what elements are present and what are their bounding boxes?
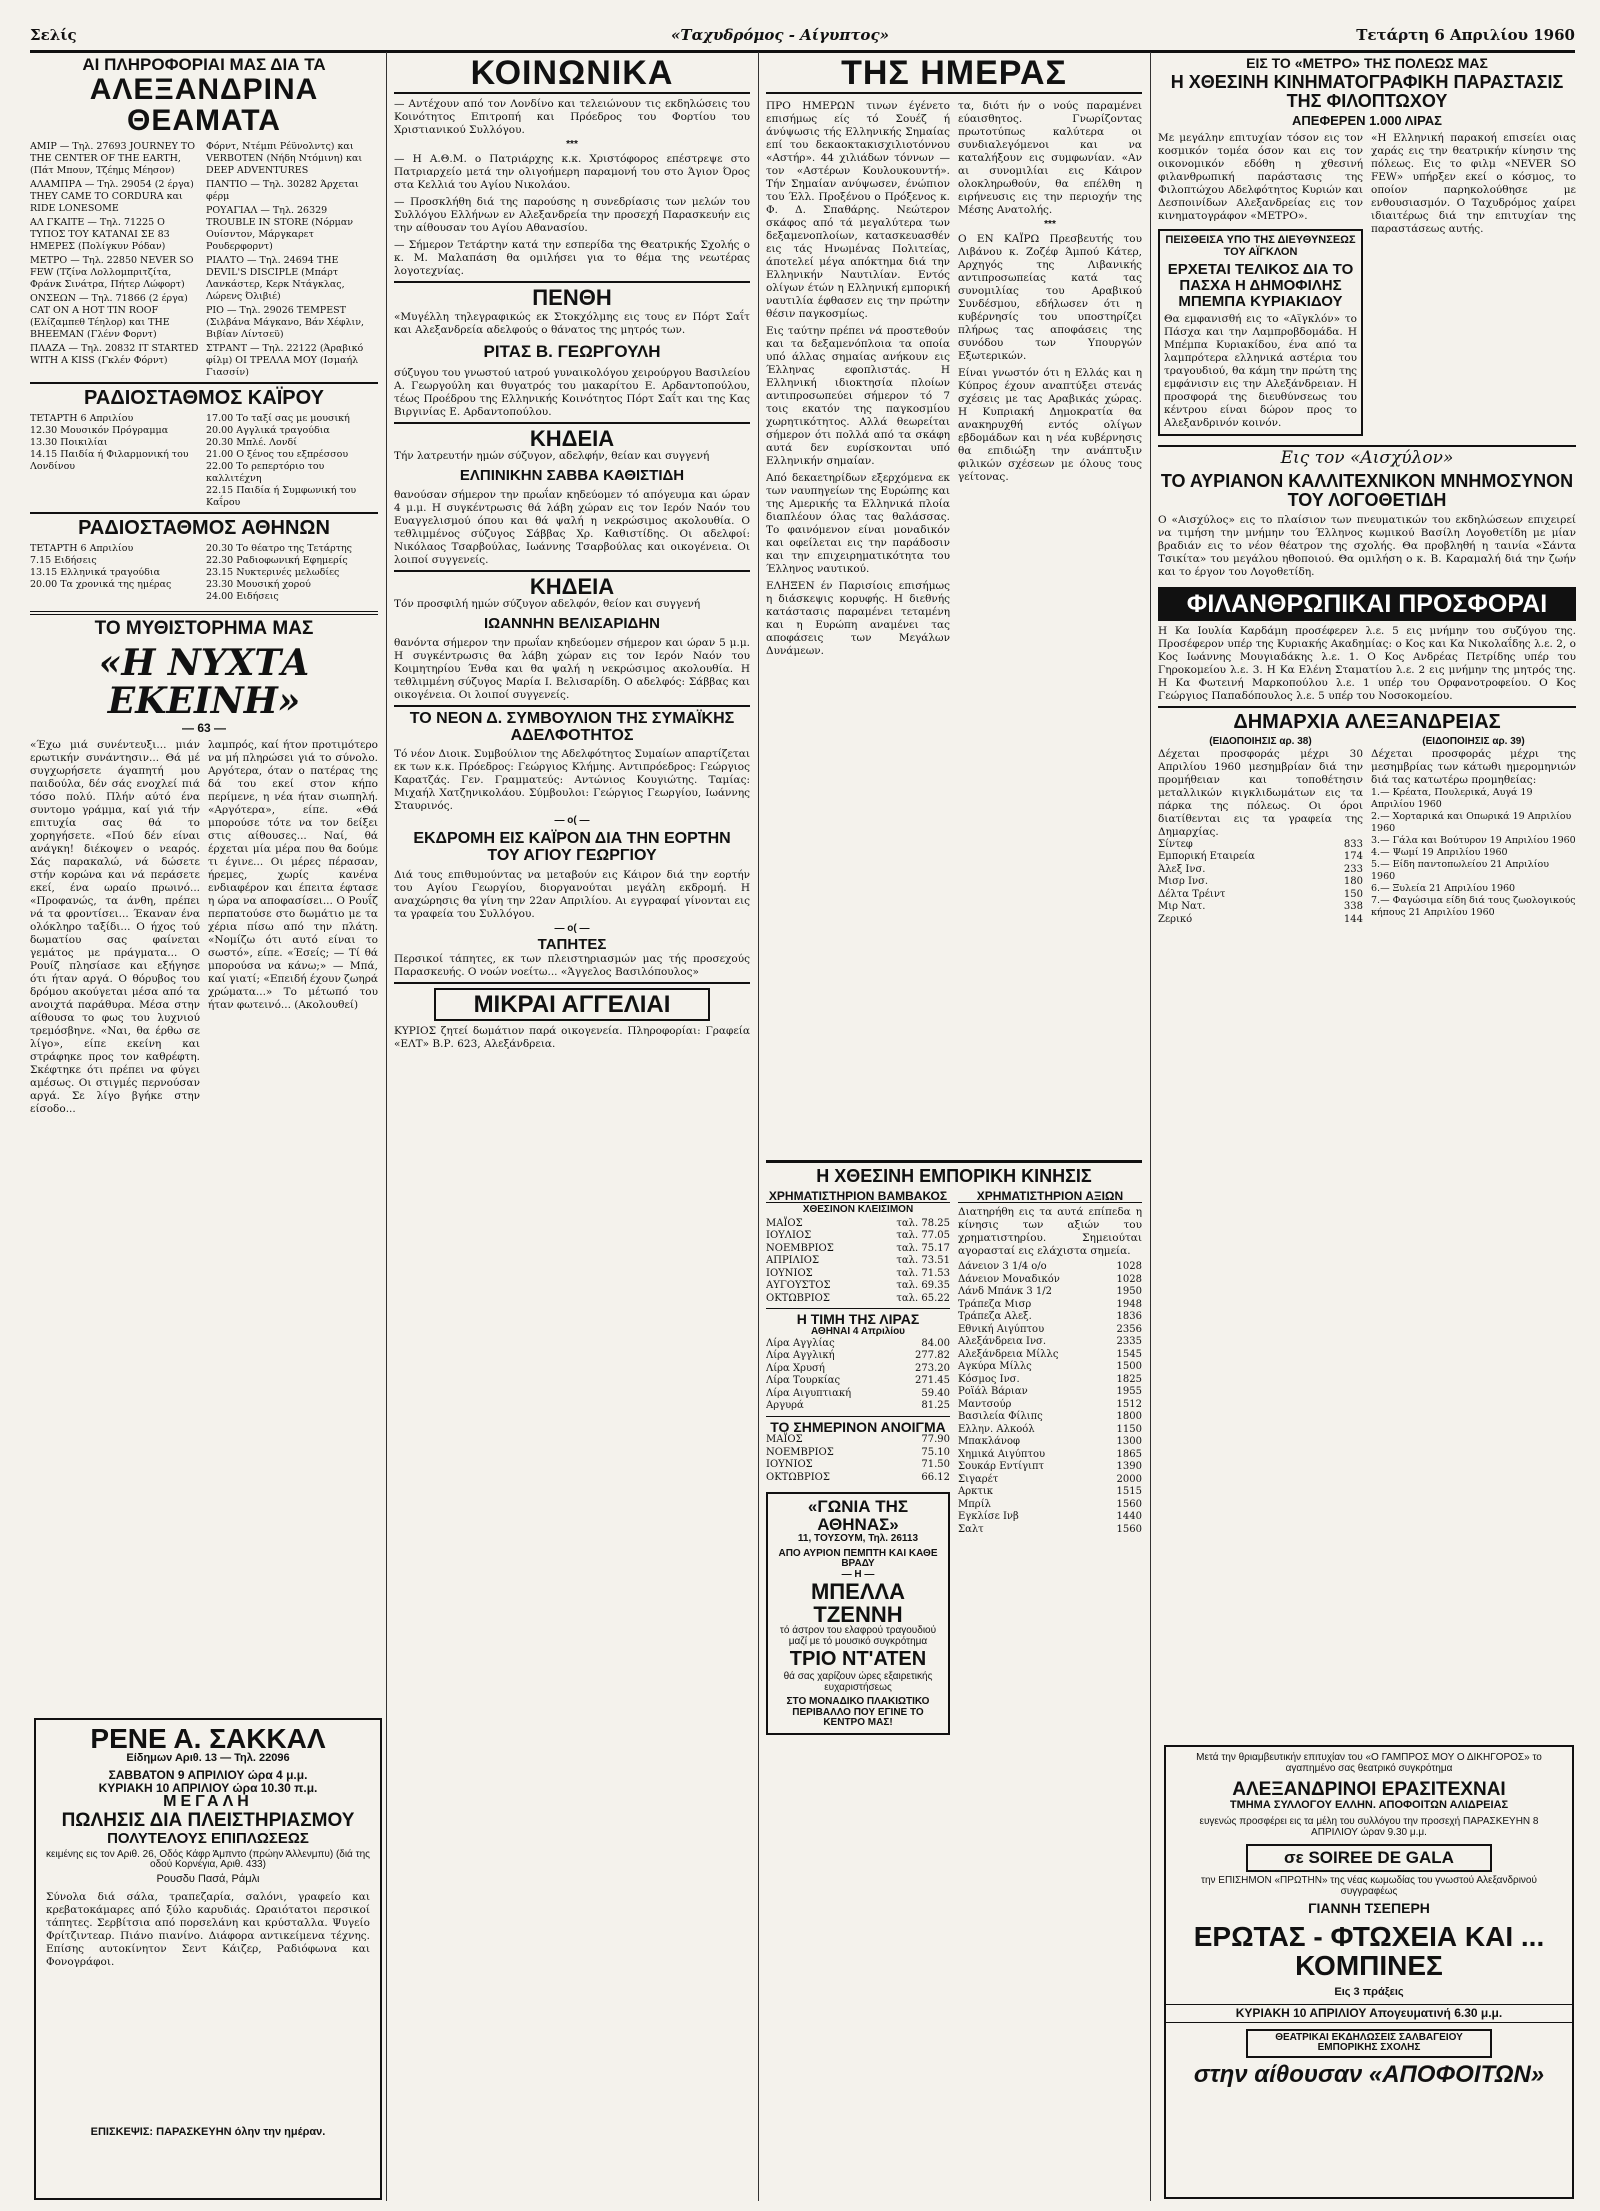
small-ads-title: ΜΙΚΡΑΙ ΑΓΓΕΛΙΑΙ xyxy=(434,988,710,1021)
opening-table xyxy=(766,1434,950,1484)
corner-title: «ΓΩΝΙΑ ΤΗΣ ΑΘΗΝΑΣ» xyxy=(807,1497,909,1535)
cinema-listing: ΡΙΟ — Τηλ. 29026 TEMPEST (Σιλβάνα Μάγκανο, Βάν Χέφλιν, Βιβίαν Λίντσεϋ) xyxy=(206,304,365,340)
row-value: 1515 xyxy=(1116,1486,1142,1498)
table-row xyxy=(766,1280,950,1293)
carpets-title: ΤΑΠΗΤΕΣ xyxy=(537,936,607,953)
row-value: 1865 xyxy=(1116,1448,1142,1460)
council-text: Τό νέον Διοικ. Συμβούλιον της Αδελφότητος Συμαίων απαρτίζεται εκ των κ.κ. Πρόεδρος: Γεώργιος Κλήμης. Αντιπρόεδρος: Γεώργιος Καρατζάς. Γεν. Γραμματεύς: Αντώνιος Κουγιώτης. Ταμίας: Μιχαήλ Χατζηνικολάου. Σύμβουλοι: Γεώργιος Γεωργίου, Ιωάννης Σταυρινός. xyxy=(394,748,750,813)
novel-title: «Η ΝΥΧΤΑ ΕΚΕΙΝΗ» xyxy=(98,641,310,722)
auction-ad xyxy=(34,1718,382,2200)
theatres-kicker: ΑΙ ΠΛΗΡΟΦΟΡΙΑΙ ΜΑΣ ΔΙΑ ΤΑ xyxy=(82,56,326,74)
auction-line: ΣΑΒΒΑΤΟΝ 9 ΑΠΡΙΛΙΟΥ ώρα 4 μ.μ. xyxy=(108,1767,308,1782)
page-label: Σελίς xyxy=(30,26,77,44)
day-text: Ο ΕΝ ΚΑΪΡΩ Πρεσβευτής του Λιβάνου κ. Ζοζέφ Άμπού Κάτερ, Αρχηγός της Λιβανικής αντιπροσωπείας κατά τας συνομιλίας του Αραβικού Συνδέσμου, εδήλωσεν ότι η κυβέρνησίς του υποστηρίζει πλήρως τας αποφάσεις της συνόδου των Υπουργών Εξωτερικών. xyxy=(958,233,1142,363)
cinema-listing: ΜΕΤΡΟ — Τηλ. 22850 NEVER SO FEW (Τζίνα Λολλομπριτζίτα, Φράνκ Σινάτρα, Πήτερ Λώφορτ) xyxy=(30,254,194,290)
theatre-play: ΕΡΩΤΑΣ - ΦΤΩΧΕΙΑ ΚΑΙ ... ΚΟΜΠΙΝΕΣ xyxy=(1193,1921,1545,1982)
row-label: Λίρα Αγγλίας xyxy=(766,1337,835,1349)
notice-table xyxy=(1158,839,1363,927)
opening-title: ΤΟ ΣΗΜΕΡΙΝΟΝ ΑΝΟΙΓΜΑ xyxy=(770,1418,946,1435)
schedule-line: ΤΕΤΑΡΤΗ 6 Απριλίου xyxy=(30,412,134,424)
notice-item: 4.— Ψωμί 19 Απριλίου 1960 xyxy=(1371,846,1508,858)
table-row xyxy=(958,1374,1142,1387)
schedule-line: 22.15 Παιδία ή Συμφωνική του Καΐρου xyxy=(206,484,357,508)
row-label: Βασιλεία Φίλιπς xyxy=(958,1411,1043,1423)
theatres-title: ΑΛΕΞΑΝΔΡΙΝΑ ΘΕΑΜΑΤΑ xyxy=(89,72,319,138)
radio-cairo-title: ΡΑΔΙΟΣΤΑΘΜΟΣ ΚΑΪΡΟΥ xyxy=(84,386,324,409)
row-value: 1836 xyxy=(1116,1311,1142,1323)
table-row xyxy=(1158,889,1363,902)
row-label: Μιρ Νατ. xyxy=(1158,901,1206,913)
row-label: Δάνειον 3 1/4 ο/ο xyxy=(958,1261,1047,1273)
row-label: Εθνική Αιγύπτου xyxy=(958,1323,1045,1335)
row-value: 1028 xyxy=(1116,1261,1142,1273)
row-label: Λίρα Αιγυπτιακή xyxy=(766,1387,852,1399)
corner-address: 11, ΤΟΥΣΟΥΜ, Τηλ. 26113 xyxy=(797,1533,919,1545)
row-label: ΑΥΓΟΥΣΤΟΣ xyxy=(766,1280,831,1292)
corner-singer: ΜΠΕΛΛΑ ΤΖΕΝΝΗ xyxy=(810,1579,906,1628)
row-label: Ζερικό xyxy=(1158,913,1193,925)
metro-subtitle: ΑΠΕΦΕΡΕΝ 1.000 ΛΙΡΑΣ xyxy=(1292,113,1442,129)
novel-text: «Έχω μιά συνέντευξι... μιάν ερωτικήν συνάντησιν... Θά μέ συγχωρήσετε άγαπητή μου παιδούλα, δέν σάς ενοχλεί πιά τόσο πολύ. Πλήν αύτό ένα συντομο γράμμα, καί γιά τήν επιτυχία σας θά το χορηγήσετε. «Πού δέν είναι ανάγκη! διέκοψεν ο νεαρός. Σάς παρακαλώ, νά δώσετε στήν κορώνα και νά περάσετε εκεί, ένα ωραίο πρωινό... «Προφανώς, τα άνθη, πρέπει νά τα φροντίσει... Έκαναν ένα ολόκληρο ταξίδι... Ο ήχος τού δωματίου σας φαίνεται γεμάτος με πράγματα... Ο Ρουίζ πλησίασε και εξήγησε ότι ήταν αργά. Ο θόρυβος του δρόμου ακούγεται μέσα από τα ανοιχτά παράθυρα. Μέσα στην αίθουσα το φως του λυχνιού τρεμόσβηνε. «Ναι, θα έρθω σε λίγο», είπε εκείνη και στράφηκε προς τον καθρέφτη. Σκέφτηκε ότι πρέπει να φύγει αμέσως. Οι στιγμές περνούσαν αργά. Σε λίγο βγήκε στην είσοδο... xyxy=(30,738,200,1115)
table-row xyxy=(958,1486,1142,1499)
row-label: Λίρα Χρυσή xyxy=(766,1362,825,1374)
auction-line: Είδημων Αριθ. 13 — Τηλ. 22096 xyxy=(126,1752,290,1765)
row-value: 1955 xyxy=(1116,1386,1142,1398)
table-row xyxy=(958,1324,1142,1337)
notice-text: Δέχεται προσφοράς μέχρι 30 Απριλίου 1960 μεσημβρίαν διά την προμήθειαν και τοποθέτησιν μεταλλικών κιγκλιδωμάτων εις τα πάρκα της πόλεως. Οι όροι διατίθενται εις τα γραφεία της Δημαρχίας. xyxy=(1158,747,1363,838)
row-value: 1560 xyxy=(1116,1498,1142,1510)
row-label: Αρκτικ xyxy=(958,1486,994,1498)
row-value: 2335 xyxy=(1116,1336,1142,1348)
row-label: ΜΑΪΟΣ xyxy=(766,1217,803,1229)
cinema-listing: ΑΜΙΡ — Τηλ. 27693 JOURNEY TO THE CENTER OF THE EARTH, (Πάτ Μπουν, Τζέημς Μέησον) xyxy=(30,140,196,176)
row-label: ΜΑΪΟΣ xyxy=(766,1434,803,1446)
funeral-text: Τόν προσφιλή ημών σύζυγον αδελφόν, θείον και συγγενή xyxy=(394,598,701,611)
table-row xyxy=(958,1349,1142,1362)
row-value: 1150 xyxy=(1116,1423,1142,1435)
table-row xyxy=(766,1388,950,1401)
table-row xyxy=(958,1461,1142,1474)
row-value: 180 xyxy=(1343,876,1363,888)
table-row xyxy=(958,1336,1142,1349)
row-label: Άλεξ Ινσ. xyxy=(1158,863,1206,875)
table-row xyxy=(766,1218,950,1231)
row-value: 150 xyxy=(1343,888,1363,900)
row-value: 84.00 xyxy=(921,1337,950,1349)
schedule-line: 20.00 Τα χρονικά της ημέρας xyxy=(30,578,172,590)
row-label: Μισρ Ινσ. xyxy=(1158,876,1209,888)
row-label: ΝΟΕΜΒΡΙΟΣ xyxy=(766,1242,834,1254)
row-label: Τράπεζα Αλεξ. xyxy=(958,1311,1032,1323)
theatre-soiree: σε SOIREE DE GALA xyxy=(1246,1844,1492,1872)
cotton-table xyxy=(766,1218,950,1306)
schedule-line: 22.30 Ραδιοφωνική Εφημερίς xyxy=(206,554,348,566)
row-value: ταλ. 73.51 xyxy=(896,1255,950,1267)
small-ads-text: ΚΥΡΙΟΣ ζητεί δωμάτιον παρά οικογενεία. Πληροφορίαι: Γραφεία «ΕΛΤ» Β.Ρ. 623, Αλεξάνδρεια. xyxy=(394,1024,750,1050)
theatre-acts: Εις 3 πράξεις xyxy=(1334,1985,1404,1998)
row-value: 1948 xyxy=(1116,1298,1142,1310)
row-value: ταλ. 78.25 xyxy=(896,1217,950,1229)
auction-text: Σύνολα διά σάλα, τραπεζαρία, σαλόνι, γραφείο και κρεβατοκάμαρες από ξύλο καρυδιάς. Ωραιότατοι περσικοί τάπητες. Σερβίτσια από πορσελάνη και κρύσταλλα. Ψυγείο Φρίτζιντεαρ. Πιάνο πιανίνο. Διάφορα αντικείμενα τέχνης. Επίσης αυτοκίνητον Σεντ Κάιζερ, Ραδιόφωνα και Φονογράφοι. xyxy=(46,1891,370,1969)
pound-title: Η ΤΙΜΗ ΤΗΣ ΛΙΡΑΣ xyxy=(796,1311,920,1328)
schedule-line: 17.00 Το ταξί σας με μουσική xyxy=(206,412,350,424)
row-value: ταλ. 77.05 xyxy=(896,1230,950,1242)
radio-athens-schedule xyxy=(30,543,378,603)
commerce-section xyxy=(766,1160,1142,2203)
table-row xyxy=(1158,876,1363,889)
schedule-line: 21.00 Ο ξένος του εξπρέσσου xyxy=(206,448,349,460)
aiglon-kicker: ΠΕΙΣΘΕΙΣΑ ΥΠΟ ΤΗΣ ΔΙΕΥΘΥΝΣΕΩΣ ΤΟΥ ΑΪΓΚΛΟΝ xyxy=(1165,234,1356,258)
pound-table xyxy=(766,1338,950,1413)
row-label: Σουκάρ Εντίγιπτ xyxy=(958,1461,1045,1473)
metro-kicker: ΕΙΣ ΤΟ «ΜΕΤΡΟ» ΤΗΣ ΠΟΛΕΩΣ ΜΑΣ xyxy=(1246,56,1488,71)
row-label: Ελλην. Αλκοόλ xyxy=(958,1423,1035,1435)
row-value: 2000 xyxy=(1116,1473,1142,1485)
row-label: Αργυρά xyxy=(766,1400,804,1412)
row-label: Σιγαρέτ xyxy=(958,1473,999,1485)
stocks-intro: Διατηρήθη εις τα αυτά επίπεδα η κίνησις των αξιών του χρηματιστηρίου. Σημειούται αγορασταί εις ελάχιστα σημεία. xyxy=(958,1206,1142,1258)
row-value: 71.50 xyxy=(921,1459,950,1471)
novel-text-continued: λαμπρός, καί ήτον προτιμότερο να μή πληρώσει γιά το σύνολο. Αργότερα, όταν ο πατέρας της δά του εκεί στον κήπο περίμενε, η νέα ήταν σιωπηλή. «Αργότερα», είπε. «Θά μπορούσε τότε να τον δείξει στις αίθουσες... Ναί, θά έρχεται μία μέρα που θα δούμε τι έγινε... Οι μέρες πέρασαν, ήρεμες, χωρίς κανένα ενδιαφέρον και έπειτα έφτασε η ώρα να αποφασίσει... Ο Ρουΐζ περπατούσε στο δωμάτιο με τα χέρια πίσω από την πλάτη. «Νομίζω ότι αυτό είναι το σωστό», είπε. «Έσείς; — Τί θά μπορούσα να κάνω;» — Μπά, καί γιατί; «Επειδή έχουν ζωηρά χρώματα...» Το μέτωπό του ήταν φωτεινό... (Ακολουθεί) xyxy=(208,738,378,1011)
notice-item: 5.— Είδη παντοπωλείου 21 Απριλίου 1960 xyxy=(1371,858,1550,882)
row-label: ΑΠΡΙΛΙΟΣ xyxy=(766,1255,820,1267)
aeschylus-text: Ο «Αισχύλος» εις το πλαίσιον των πνευματικών του εκδηλώσεων επιχειρεί να τιμήση την μνήμην του Έλληνος κωμικού Βασίλη Λογοθετίδη με μίαν βραδιάν εις το νέον θέατρον της σχολής. Θα προβληθή η ταινία «Σάντα Τσικίτα» του μεγάλου ηθοποιού. Θα ομιλήση ο κ. Β. Καραμαλή διά την ζωήν και το έργον του Λογοθετίδη. xyxy=(1158,514,1576,579)
charity-text: Η Κα Ιουλία Καρδάμη προσέφερεν λ.ε. 5 εις μνήμην του συζύγου της. Προσέφερον υπέρ της Κυριακής Ακαδημίας: ο Κος και Κα Νικολαΐδης λ.ε. 2, ο Κος Ιωάννης Μουγιαδάκης λ.ε. 1. Ο Κος Ανδρέας Πετρίδης υπέρ του Γηροκομείου λ.ε. 3. Η Κα Ελένη Σταματίου λ.ε. 2 εις μνήμην της μητρός της. Η Κα Φωτεινή Μαρκοπούλου λ.ε. 1 υπέρ του Ορφανοτροφείου. Ο Κος Γεώργιος Παπαδόπουλος λ.ε. 5 υπέρ του Νοσοκομείου. xyxy=(1158,625,1576,703)
row-value: 81.25 xyxy=(921,1400,950,1412)
row-value: 1440 xyxy=(1116,1511,1142,1523)
stocks-title: ΧΡΗΜΑΤΙΣΤΗΡΙΟΝ ΑΞΙΩΝ xyxy=(958,1190,1142,1204)
row-label: Μπακλάνοφ xyxy=(958,1436,1021,1448)
row-label: Λίρα Τουρκίας xyxy=(766,1375,841,1387)
funeral-text: θανούσαν σήμερον την πρωΐαν κηδεύομεν τό απόγευμα και ώραν 4 μ.μ. Η συγκέντρωσις θά λάβη χώραν εις τον Ιερόν Ναόν του Ευαγγελισμού όπου και θά ψαλή η νεκρώσιμος ακολουθία. Ο τεθλιμμένος σύζυγος Σάββας Χρ. Καθιστίδης. Οι αδελφοί: Νικόλαος Τσαρβούλας, Ιωάννης Τσαρβούλας και οικογένεια. Οι λοιποί συγγενείς. xyxy=(394,488,750,566)
day-title: ΤΗΣ ΗΜΕΡΑΣ xyxy=(766,56,1142,94)
day-text: Είναι γνωστόν ότι η Ελλάς και η Κύπρος έχουν αναπτύξει στενάς σχέσεις με τας Αραβικάς χώρας. Η Κυπριακή Δημοκρατία θα ανακηρυχθή εντός ολίγων εβδομάδων και η νέα κυβέρνησις θα επιδιώξη την ανάπτυξιν φιλικών σχέσεων με όλους τους γείτονας. xyxy=(958,367,1142,484)
metro-title: Η ΧΘΕΣΙΝΗ ΚΙΝΗΜΑΤΟΓΡΑΦΙΚΗ ΠΑΡΑΣΤΑΣΙΣ ΤΗΣ ΦΙΛΟΠΤΩΧΟΥ xyxy=(1170,71,1564,111)
row-label: Ροϊάλ Βάριαν xyxy=(958,1386,1028,1398)
corner-article: — Η — xyxy=(841,1568,875,1580)
table-row xyxy=(958,1411,1142,1424)
cinema-listing: ΠΛΑΖΑ — Τηλ. 20832 IT STARTED WITH A KISS (Γκλέν Φόρντ) xyxy=(30,342,199,366)
row-label: ΙΟΥΝΙΟΣ xyxy=(766,1267,813,1279)
notice-item: 6.— Ξυλεία 21 Απριλίου 1960 xyxy=(1371,882,1516,894)
table-row xyxy=(766,1363,950,1376)
auction-line: ΜΕΓΑΛΗ xyxy=(163,1793,253,1811)
theatre-subtitle: ΤΜΗΜΑ ΣΥΛΛΟΓΟΥ ΕΛΛΗΝ. ΑΠΟΦΟΙΤΩΝ ΑΛΙΔΡΕΙΑΣ xyxy=(1229,1798,1509,1811)
row-value: 174 xyxy=(1343,851,1363,863)
theatre-author: ΓΙΑΝΝΗ ΤΣΕΠΕΡΗ xyxy=(1308,1900,1430,1917)
schedule-line: 24.00 Ειδήσεις xyxy=(206,590,279,602)
row-value: 1028 xyxy=(1116,1273,1142,1285)
pound-subtitle: ΑΘΗΝΑΙ 4 Απριλίου xyxy=(810,1326,906,1338)
column-rule xyxy=(758,52,759,2201)
notice-text: Δέχεται προσφοράς μέχρι της μεσημβρίας των κάτωθι ημερομηνιών διά τας κατωτέρω προμηθείας: xyxy=(1371,747,1576,786)
row-value: 1800 xyxy=(1116,1411,1142,1423)
row-value: 271.45 xyxy=(915,1375,950,1387)
day-text: ΕΛΗΞΕΝ έν Παρισίοις επισήμως η διάσκεψις κορυφής. Η διεθνής κατάστασις παραμένει τεταμένη και η Ευρώπη αναμένει τας αποφάσεις των Μεγάλων Δυνάμεων. xyxy=(766,579,950,657)
table-row xyxy=(958,1399,1142,1412)
social-item: — Σήμερον Τετάρτην κατά την εσπερίδα της Θεατρικής Σχολής ο κ. Μ. Μαλαπάση θα ομιλήσει για το θέμα της νεωτέρας λογοτεχνίας. xyxy=(394,239,750,278)
table-row xyxy=(766,1338,950,1351)
row-label: Δέλτα Τρέιντ xyxy=(1158,888,1226,900)
row-label: Σίντεφ xyxy=(1158,838,1193,850)
table-row xyxy=(1158,901,1363,914)
aiglon-text: Θα εμφανισθή εις το «Αϊγκλόν» το Πάσχα και την Λαμπροβδομάδα. Η Μπέμπα Κυριακίδου, ένα από τα λαμπρότερα ελληνικά αστέρια του τραγουδιού, θα κάμη την πρώτη της εμφάνισιν εις την Αλεξάνδρειαν. Η προσφορά της διευθύνσεως του κέντρου είναι δώρον προς το Αλεξανδρινόν κοινόν. xyxy=(1164,313,1357,430)
column-rule xyxy=(386,52,387,2201)
corner-footer: ΣΤΟ ΜΟΝΑΔΙΚΟ ΠΛΑΚΙΩΤΙΚΟ ΠΕΡΙΒΑΛΛΟ ΠΟΥ ΕΓΙΝΕ ΤΟ ΚΕΝΤΡΟ ΜΑΣ! xyxy=(786,1696,930,1729)
row-value: 338 xyxy=(1343,901,1363,913)
theatre-title: ΑΛΕΞΑΝΔΡΙΝΟΙ ΕΡΑΣΙΤΕΧΝΑΙ xyxy=(1232,1779,1506,1800)
excursion-text: Διά τους επιθυμούντας να μεταβούν εις Κάιρον διά την εορτήν του Αγίου Γεωργίου, διοργανούται μεγάλη εκδρομή. Η αναχώρησις θα γίνη την 22αν Απριλίου. Αι εγγραφαί γίνονται εις τα γραφεία του Συλλόγου. xyxy=(394,868,750,920)
column-1 xyxy=(30,56,378,1711)
row-value: ταλ. 65.22 xyxy=(896,1292,950,1304)
schedule-line: 20.00 Αγγλικά τραγούδια xyxy=(206,424,330,436)
theatre-text: ευγενώς προσφέρει εις τα μέλη του συλλόγου την προσεχή ΠΑΡΑΣΚΕΥΗΝ 8 ΑΠΡΙΛΙΟΥ ώραν 9.30 μ.μ. xyxy=(1199,1816,1539,1838)
row-label: ΝΟΕΜΒΡΙΟΣ xyxy=(766,1446,834,1458)
theatre-box: ΘΕΑΤΡΙΚΑΙ ΕΚΔΗΛΩΣΕΙΣ ΣΑΛΒΑΓΕΙΟΥ ΕΜΠΟΡΙΚΗΣ ΣΧΟΛΗΣ xyxy=(1246,2029,1492,2058)
row-value: ταλ. 69.35 xyxy=(896,1280,950,1292)
row-label: Λάνδ Μπάνκ 3 1/2 xyxy=(958,1286,1052,1298)
corner-text: τό άστρον του ελαφρού τραγουδιού μαζί με τό μουσικό συγκρότημα xyxy=(779,1625,937,1647)
row-value: 833 xyxy=(1343,838,1363,850)
row-label: Τράπεζα Μισρ xyxy=(958,1298,1032,1310)
novel-label: ΤΟ ΜΥΘΙΣΤΟΡΗΜΑ ΜΑΣ xyxy=(94,617,314,639)
table-row xyxy=(958,1261,1142,1274)
table-row xyxy=(766,1268,950,1281)
table-row xyxy=(766,1255,950,1268)
cinema-listing: ΡΙΑΛΤΟ — Τηλ. 24694 THE DEVIL'S DISCIPLE (Μπάρτ Λανκάστερ, Κερκ Ντάγκλας, Λώρενς Όλιβιέ) xyxy=(206,254,345,302)
row-value: 144 xyxy=(1343,913,1363,925)
schedule-line: 22.00 Το ρεπερτόριο του καλλιτέχνη xyxy=(206,460,325,484)
row-label: ΙΟΥΝΙΟΣ xyxy=(766,1459,813,1471)
row-label: ΟΚΤΩΒΡΙΟΣ xyxy=(766,1471,830,1483)
schedule-line: 14.15 Παιδία ή Φιλαρμονική του Λονδίνου xyxy=(30,448,189,472)
cotton-title: ΧΡΗΜΑΤΙΣΤΗΡΙΟΝ ΒΑΜΒΑΚΟΣ xyxy=(766,1190,950,1204)
row-value: 1500 xyxy=(1116,1361,1142,1373)
schedule-line: 13.30 Ποικιλίαι xyxy=(30,436,108,448)
cotton-subtitle: ΧΘΕΣΙΝΟΝ ΚΛΕΙΣΙΜΟΝ xyxy=(802,1204,914,1216)
social-title: ΚΟΙΝΩΝΙΚΑ xyxy=(394,56,750,94)
row-value: 77.90 xyxy=(921,1434,950,1446)
notice-item: 7.— Φαγώσιμα είδη διά τους ζωολογικούς κήπους 21 Απριλίου 1960 xyxy=(1371,894,1576,918)
cinema-listing: ΑΛΑΜΠΡΑ — Τηλ. 29054 (2 έργα) THEY CAME TO CORDURA και RIDE LONESOME xyxy=(30,178,194,214)
social-item: — Αντέχουν από τον Λονδίνο και τελειώνουν τις εκδηλώσεις του Κοινότητος Επιτροπή και Πρόεδρος του Φορτίου του Χριστιανικού Συλλόγου. xyxy=(394,97,750,136)
schedule-line: 23.15 Νυκτερινές μελωδίες xyxy=(206,566,340,578)
theatre-ad xyxy=(1164,1745,1574,2199)
schedule-line: 20.30 Μπλέ. Λονδί xyxy=(206,436,297,448)
aeschylus-kicker: Εις τον «Αισχύλον» xyxy=(1280,448,1454,469)
column-rule xyxy=(1150,52,1151,2201)
stocks-table xyxy=(958,1261,1142,1536)
table-row xyxy=(766,1447,950,1460)
table-row xyxy=(1158,839,1363,852)
table-row xyxy=(1158,864,1363,877)
row-label: Μαντσούρ xyxy=(958,1398,1012,1410)
charity-title: ΦΙΛΑΝΘΡΩΠΙΚΑΙ ΠΡΟΣΦΟΡΑΙ xyxy=(1158,587,1576,621)
schedule-line: ΤΕΤΑΡΤΗ 6 Απριλίου xyxy=(30,542,134,554)
table-row xyxy=(958,1436,1142,1449)
row-value: 277.82 xyxy=(915,1350,950,1362)
auction-name: ΡΕΝΕ Α. ΣΑΚΚΑΛ xyxy=(90,1723,326,1754)
day-text: ΠΡΟ ΗΜΕΡΩΝ τινων έγένετο επισήμως είς τό Σουέζ ή άνύψωσις τής Ελληνικής Σημαίας επί του δεκαοκτακισχιλιοτόννου «Αστήρ». 44 χιλιάδων τόννων — τον «Αστέρων Κουλουκουντή». Τήν Σημαίαν ανύψωσεν, ένώπιον του Έλλ. Προξένου ο Πρόξενος κ. Φ. Δ. Σπαθάρης. Νεώτερον σκάφος από τά μεγαλύτερα των δεξαμενοπλοίων, κατασκευασθέν εις τάς Ηνωμένας Πολιτείας, άποτελεί μέγα απόκτημα διά την Ελληνικήν Ναυτιλίαν. Εντός ολίγων έτών η Ελληνική εμπορική ναυτιλία έφθασεν εις την πρώτην θέσιν παγκοσμίως. xyxy=(766,99,950,320)
auction-headline: ΠΩΛΗΣΙΣ ΔΙΑ ΠΛΕΙΣΤΗΡΙΑΣΜΟΥ xyxy=(61,1809,355,1831)
corner-band: ΤΡΙΟ ΝΤ'ΑΤΕΝ xyxy=(789,1648,927,1671)
row-value: 233 xyxy=(1343,863,1363,875)
table-row xyxy=(958,1311,1142,1324)
municipality-title: ΔΗΜΑΡΧΙΑ ΑΛΕΞΑΝΔΡΕΙΑΣ xyxy=(1233,711,1501,734)
table-row xyxy=(766,1350,950,1363)
issue-date: Τετάρτη 6 Απριλίου 1960 xyxy=(1356,26,1575,44)
deaths-text: «Μυγέλλη τηλεγραφικώς εκ Στοκχόλμης εις τους εν Πόρτ Σαΐτ και Αλεξανδρεία αδελφούς ο θάνατος της μητρός των. xyxy=(394,311,750,337)
day-text: Από δεκαετηρίδων εξερχόμενα εκ των ναυπηγείων της Ευρώπης και της Αμερικής τα Ελληνικά πλοία διαπλέουν όλας τας θαλάσσας. Το φαινόμενον είναι μοναδικόν και οφείλεται εις την παράδοσιν και την επιχειρηματικότητα του Έλληνος ναυτικού. xyxy=(766,471,950,575)
metro-text: Με μεγάλην επιτυχίαν τόσον εις τον κοσμικόν τομέα όσον και εις τον οικονομικόν εδόθη η χθεσινή φιλανθρωπική παράστασις της Φιλοπτώχου Αδελφότητος Κυριών και Δεσποινίδων Αλεξανδρείας εις τον κινηματογράφον «ΜΕΤΡΟ». xyxy=(1158,132,1363,223)
notice-item: 1.— Κρέατα, Πουλερικά, Αυγά 19 Απριλίου 1960 xyxy=(1371,786,1533,810)
auction-headline-2: ΠΟΛΥΤΕΛΟΥΣ ΕΠΙΠΛΩΣΕΩΣ xyxy=(107,1829,309,1847)
auction-address: κειμένης εις τον Αριθ. 26, Οδός Κάφρ Άμπντο (πρώην Άλλενμπυ) (διά της οδού Κορνέγια, Αριθ. 433) xyxy=(46,1848,370,1871)
row-label: Αγκύρα Μίλλς xyxy=(958,1361,1032,1373)
day-text: Εις ταύτην πρέπει νά προστεθούν και τα δεξαμενόπλοια τα οποία υπό άλλας σημαίας ανήκουν εις Έλληνας εφοπλιστάς. Η Ελληνική ιδιοκτησία πλοίων αντιπροσωπεύει σήμερον τό 7 τοις εκατόν της παγκοσμίου χωρητικότητος. Αλλά θεωρείται σήμερον ότι πολλά από τα σκάφη αυτά δεν ευρίσκονται υπό Ελληνικήν σημαίαν. xyxy=(766,324,950,467)
table-row xyxy=(958,1424,1142,1437)
table-row xyxy=(958,1386,1142,1399)
aeschylus-title: ΤΟ ΑΥΡΙΑΝΟΝ ΚΑΛΛΙΤΕΧΝΙΚΟΝ ΜΝΗΜΟΣΥΝΟΝ ΤΟΥ ΛΟΓΟΘΕΤΙΔΗ xyxy=(1160,471,1574,511)
row-value: 1390 xyxy=(1116,1461,1142,1473)
council-title: ΤΟ ΝΕΟΝ Δ. ΣΥΜΒΟΥΛΙΟΝ ΤΗΣ ΣΥΜΑΪΚΗΣ ΑΔΕΛΦΟΤΗΤΟΣ xyxy=(409,709,735,744)
cinema-listing: Φόρντ, Ντέμπι Ρέϋνολντς) και VERBOTEN (Νήδη Ντόμινη) και DEEP ADVENTURES xyxy=(206,140,363,176)
table-row xyxy=(958,1499,1142,1512)
corner-text: θά σας χαρίζουν ώρες εξαιρετικής ευχαριστήσεως xyxy=(783,1671,933,1693)
table-row xyxy=(766,1472,950,1485)
row-value: 2356 xyxy=(1116,1323,1142,1335)
table-row xyxy=(958,1474,1142,1487)
row-label: Δάνειον Μοναδικόν xyxy=(958,1273,1060,1285)
table-row xyxy=(766,1434,950,1447)
table-row xyxy=(766,1293,950,1306)
column-2: ΚΟΙΝΩΝΙΚΑ — Αντέχουν από τον Λονδίνο και τελειώνουν τις εκδηλώσεις του Κοινότητος Επιτροπή και Πρόεδρος του Φορτίου του Χριστιανικού Συλλόγου. *** — Η Α.Θ.Μ. ο Πατριάρχης κ.κ. Χριστόφορος επέστρεψε στο Πατριαρχείο μετά την ολιγοήμερη παραμονή του στο Άγιον Όρος στα Κελλιά του Αγίου Νικολάου. — Προσκλήθη διά της παρούσης η συνεδρίασις των μελών του Συλλόγου Ελλήνων εν Αλεξανδρεία την προσεχή Παρασκευήν εις την αίθουσαν του Αγίου Αθανασίου. — Σήμερον Τετάρτην κατά την εσπερίδα της Θεατρικής Σχολής ο κ. Μ. Μαλαπάση θα ομιλήσει για το θέμα της νεωτέρας λογοτεχνίας. ΠΕΝΘΗ «Μυγέλλη τηλεγραφικώς εκ Στοκχόλμης εις τους εν Πόρτ Σαΐτ και Αλεξανδρεία αδελφούς ο θάνατος της μητρός των. ΡΙΤΑΣ Β. ΓΕΩΡΓΟΥΛΗ σύζυγου του γνωστού ιατρού γυναικολόγου χειρούργου Βασιλείου Α. Γεωργούλη και θυγατρός του μακαρίτου Ε. Αρδαντοπούλου, τέως Προέδρου της Ελληνικής Κοινότητος Πόρτ Σαΐτ και της Κας Βιργινίας Ε. Αρδαντοπούλου. ΚΗΔΕΙΑ Τήν λατρευτήν ημών σύζυγον, αδελφήν, θείαν και συγγενή ΕΛΠΙΝΙΚΗΝ ΣΑΒΒΑ ΚΑΘΙΣΤΙΔΗ θανούσαν σήμερον την πρωΐαν κηδεύομεν τό απόγευμα και ώραν 4 μ.μ. Η συγκέντρωσις θά λάβη χώραν εις τον Ιερόν Ναόν του Ευαγγελισμού όπου και θά ψαλή η νεκρώσιμος ακολουθία. Ο τεθλιμμένος σύζυγος Σάββας Χρ. Καθιστίδης. Οι αδελφοί: Νικόλαος Τσαρβούλας, Ιωάννης Τσαρβούλας και οικογένεια. Οι λοιποί συγγενείς. ΚΗΔΕΙΑ Τόν προσφιλή ημών σύζυγον αδελφόν, θείον και συγγενή ΙΩΑΝΝΗΝ ΒΕΛΙΣΑΡΙΔΗΝ θανόντα σήμερον την πρωΐαν κηδεύομεν σήμερον και ώραν 5 μ.μ. Η συγκέντρωσις θα λάβη χώραν εις τον Ιερόν Ναόν του Κοιμητηρίου Ένθα και θα ψαλή η νεκρώσιμος ακολουθία. Η τεθλιμμένη σύζυγος Μαρία Ι. Βελισαρίδη. Ο αδελφός: Σάββας και οικογένεια. Οι λοιποί συγγενείς. ΤΟ ΝΕΟΝ Δ. ΣΥΜΒΟΥΛΙΟΝ ΤΗΣ ΣΥΜΑΪΚΗΣ ΑΔΕΛΦΟΤΗΤΟΣ Τό νέον Διοικ. Συμβούλιον της Αδελφότητος Συμαίων απαρτίζεται εκ των κ.κ. Πρόεδρος: Γεώργιος Κλήμης. Αντιπρόεδρος: Γεώργιος Καρατζάς. Γεν. Γραμματεύς: Αντώνιος Κουγιώτης. Ταμίας: Μιχαήλ Χατζηνικολάου. Σύμβουλοι: Γεώργιος Γεωργίου, Ιωάννης Σταυρινός. — ο( — ΕΚΔΡΟΜΗ ΕΙΣ ΚΑΪΡΟΝ ΔΙΑ ΤΗΝ ΕΟΡΤΗΝ ΤΟΥ ΑΓΙΟΥ ΓΕΩΡΓΙΟΥ Διά τους επιθυμούντας να μεταβούν εις Κάιρον διά την εορτήν του Αγίου Γεωργίου, διοργανούται μεγάλη εκδρομή. Η αναχώρησις θα γίνη την 22αν Απριλίου. Αι εγγραφαί γίνονται εις τα γραφεία του Συλλόγου. — ο( — ΤΑΠΗΤΕΣ Περσικοί τάπητες, εκ των πλειστηριασμών μας τής προσεχούς Παρασκευής. Ο νοών νοείτω... «Άγγελος Βασιλόπουλος» ΜΙΚΡΑΙ ΑΓΓΕΛΙΑΙ ΚΥΡΙΟΣ ζητεί δωμάτιον παρά οικογενεία. Πληροφορίαι: Γραφεία «ΕΛΤ» Β.Ρ. 623, Αλεξάνδρεια. xyxy=(394,56,750,1050)
table-row xyxy=(958,1449,1142,1462)
funeral-name: ΙΩΑΝΝΗΝ ΒΕΛΙΣΑΡΙΔΗΝ xyxy=(484,615,660,633)
row-value: 1825 xyxy=(1116,1373,1142,1385)
radio-cairo-schedule xyxy=(30,413,378,509)
row-label: Χημικά Αιγύπτου xyxy=(958,1448,1046,1460)
table-row xyxy=(958,1511,1142,1524)
table-row xyxy=(766,1400,950,1413)
column-3: ΤΗΣ ΗΜΕΡΑΣ ΠΡΟ ΗΜΕΡΩΝ τινων έγένετο επισήμως είς τό Σουέζ ή άνύψωσις τής Ελληνικής Σημαίας επί του δεκαοκτακισχιλιοτόννου «Αστήρ». 44 χιλιάδων τόννων — τον «Αστέρων Κουλουκουντή». Τήν Σημαίαν ανύψωσεν, ένώπιον του Έλλ. Προξένου ο Πρόξενος κ. Φ. Δ. Σπαθάρης. Νεώτερον σκάφος από τά μεγαλύτερα των δεξαμενοπλοίων, κατασκευασθέν εις τάς Ηνωμένας Πολιτείας, άποτελεί μέγα απόκτημα διά την Ελληνικήν Ναυτιλίαν. Εντός ολίγων έτών η Ελληνική εμπορική ναυτιλία έφθασεν εις την πρώτην θέσιν παγκοσμίως. Εις ταύτην πρέπει νά προστεθούν και τα δεξαμενόπλοια τα οποία υπό άλλας σημαίας ανήκουν εις Έλληνας εφοπλιστάς. Η Ελληνική ιδιοκτησία πλοίων αντιπροσωπεύει σήμερον τό 7 τοις εκατόν της παγκοσμίου χωρητικότητος. Αλλά θεωρείται σήμερον ότι πολλά από τα σκάφη αυτά δεν ευρίσκονται υπό Ελληνικήν σημαίαν. Από δεκαετηρίδων εξερχόμενα εκ των ναυπηγείων της Ευρώπης και της Αμερικής τα Ελληνικά πλοία διαπλέουν όλας τας θαλάσσας. Το φαινόμενον είναι μοναδικόν και οφείλεται εις την παράδοσιν και την επιχειρηματικότητα του Έλληνος ναυτικού. ΕΛΗΞΕΝ έν Παρισίοις επισήμως η διάσκεψις κορυφής. Η διεθνής κατάστασις παραμένει τεταμένη και η Ευρώπη αναμένει τας αποφάσεις των Μεγάλων Δυνάμεων. τα, διότι ήν ο νούς παραμένει εύαισθητος. Γνωρίζοντας πρωτοτύπως καλύτερα οι συνδιαλεγόμενοι και να καταλήξουν εις συμφωνίαν. «Αν αι συνομιλίαι εις Κάιρον ολοκληρωθούν, θα επέλθη η ειρήνευσις εις την περιοχήν της Μέσης Ανατολής. *** Ο ΕΝ ΚΑΪΡΩ Πρεσβευτής του Λιβάνου κ. Ζοζέφ Άμπού Κάτερ, Αρχηγός της Λιβανικής αντιπροσωπείας κατά τας συνομιλίας του Αραβικού Συνδέσμου, εδήλωσεν ότι η κυβέρνησίς του υποστηρίζει πλήρως τας αποφάσεις της συνόδου των Υπουργών Εξωτερικών. Είναι γνωστόν ότι η Ελλάς και η Κύπρος έχουν αναπτύξει στενάς σχέσεις με τας Αραβικάς χώρας. Η Κυπριακή Δημοκρατία θα ανακηρυχθή εντός ολίγων εβδομάδων και η νέα κυβέρνησις θα επιδιώξη την ανάπτυξιν φιλικών σχέσεων με όλους τους γείτονας. xyxy=(766,56,1142,657)
cinema-listing: ΟΝΣΕΩΝ — Τηλ. 71866 (2 έργα) CAT ON A HOT TIN ROOF (Ελίζαμπεθ Τέηλορ) και THE BHEEMAN (Γλένν Φορντ) xyxy=(30,292,188,340)
funeral-title: ΚΗΔΕΙΑ xyxy=(529,573,615,599)
row-label: ΙΟΥΛΙΟΣ xyxy=(766,1230,812,1242)
cinema-listing: ΡΟΥΑΓΙΑΛ — Τηλ. 26329 TROUBLE IN STORE (Νόρμαν Ουίσντον, Μάργκαρετ Ρουδερφορντ) xyxy=(206,204,354,252)
table-row xyxy=(766,1459,950,1472)
excursion-title: ΕΚΔΡΟΜΗ ΕΙΣ ΚΑΪΡΟΝ ΔΙΑ ΤΗΝ ΕΟΡΤΗΝ ΤΟΥ ΑΓΙΟΥ ΓΕΩΡΓΙΟΥ xyxy=(413,829,731,864)
auction-footer: ΕΠΙΣΚΕΨΙΣ: ΠΑΡΑΣΚΕΥΗΝ όλην την ημέραν. xyxy=(90,2126,326,2139)
table-row xyxy=(766,1243,950,1256)
row-value: 1950 xyxy=(1116,1286,1142,1298)
table-row xyxy=(1158,914,1363,927)
schedule-line: 13.15 Ελληνικά τραγούδια xyxy=(30,566,161,578)
theatre-venue: στην αίθουσαν «ΑΠΟΦΟΙΤΩΝ» xyxy=(1193,2060,1545,2088)
row-label: Αλεξάνδρεια Ινσ. xyxy=(958,1336,1047,1348)
metro-text: «Η Ελληνική παρακοή επισείει οιας χαράς εις την θεατρικήν κίνησιν της πόλεως. Εις το φιλμ «NEVER SO FEW» υπήρξεν εκεί ο κόσμος, το οποίον παρηκολούθησε με ενθουσιασμόν. Ο Ταχυδρόμος χαίρει ιδιαιτέρως διά την επιτυχίαν της παραστάσεως αυτής. xyxy=(1371,132,1576,236)
schedule-line: 7.15 Ειδήσεις xyxy=(30,554,97,566)
notice-head: (ΕΙΔΟΠΟΙΗΣΙΣ αρ. 38) xyxy=(1209,736,1312,748)
aiglon-ad xyxy=(1158,229,1363,436)
row-label: Σαλτ xyxy=(958,1523,984,1535)
row-value: ταλ. 71.53 xyxy=(896,1267,950,1279)
table-row xyxy=(1158,851,1363,864)
row-value: ταλ. 75.17 xyxy=(896,1242,950,1254)
schedule-line: 20.30 Το θέατρο της Τετάρτης xyxy=(206,542,352,554)
row-label: ΟΚΤΩΒΡΙΟΣ xyxy=(766,1292,830,1304)
auction-area: Ρουσδυ Πασά, Ράμλι xyxy=(156,1872,260,1885)
cinema-listing: ΣΤΡΑΝΤ — Τηλ. 22122 (Άραβικό φίλμ) ΟΙ ΤΡΕΛΛΑ ΜΟΥ (Ισμαήλ Γιασσίν) xyxy=(206,342,364,378)
notice-item: 2.— Χορταρικά και Οπωρικά 19 Απριλίου 1960 xyxy=(1371,810,1572,834)
table-row xyxy=(958,1299,1142,1312)
theatre-text: την ΕΠΙΣΗΜΟΝ «ΠΡΩΤΗΝ» της νέας κωμωδίας του γνωστού Αλεξανδρινού συγγραφέως xyxy=(1201,1875,1537,1897)
novel-part: — 63 — xyxy=(181,721,226,736)
carpets-text: Περσικοί τάπητες, εκ των πλειστηριασμών μας τής προσεχούς Παρασκευής. Ο νοών νοείτω... «Άγγελος Βασιλόπουλος» xyxy=(394,952,750,978)
newspaper-name: «Ταχυδρόμος - Αίγυπτος» xyxy=(671,26,889,44)
table-row xyxy=(958,1361,1142,1374)
obituary-text: σύζυγου του γνωστού ιατρού γυναικολόγου χειρούργου Βασιλείου Α. Γεωργούλη και θυγατρός του μακαρίτου Ε. Αρδαντοπούλου, τέως Προέδρου της Ελληνικής Κοινότητος Πόρτ Σαΐτ και της Κας Βιργινίας Ε. Αρδαντοπούλου. xyxy=(394,367,750,419)
row-value: 75.10 xyxy=(921,1446,950,1458)
deaths-title: ΠΕΝΘΗ xyxy=(532,285,612,311)
radio-athens-title: ΡΑΔΙΟΣΤΑΘΜΟΣ ΑΘΗΝΩΝ xyxy=(78,516,330,539)
social-item: — Προσκλήθη διά της παρούσης η συνεδρίασις των μελών του Συλλόγου Ελλήνων εν Αλεξανδρεία την προσεχή Παρασκευήν εις την αίθουσαν του Αγίου Αθανασίου. xyxy=(394,196,750,235)
social-item: — Η Α.Θ.Μ. ο Πατριάρχης κ.κ. Χριστόφορος επέστρεψε στο Πατριαρχείο μετά την ολιγοήμερη παραμονή του στο Άγιον Όρος στα Κελλιά του Αγίου Νικολάου. xyxy=(394,153,750,192)
cinema-listing: ΑΛ ΓΚΑΙΤΕ — Τηλ. 71225 Ο ΤΥΠΟΣ ΤΟΥ ΚΑΤΑΝΑΙ ΣΕ 83 ΗΜΕΡΕΣ (Πολίγκυν Ρόδαν) xyxy=(30,216,170,252)
row-value: 59.40 xyxy=(921,1387,950,1399)
row-label: Λίρα Αγγλική xyxy=(766,1350,835,1362)
row-label: Μπρίλ xyxy=(958,1498,991,1510)
masthead xyxy=(30,24,1575,53)
row-value: 273.20 xyxy=(915,1362,950,1374)
commerce-title: Η ΧΘΕΣΙΝΗ ΕΜΠΟΡΙΚΗ ΚΙΝΗΣΙΣ xyxy=(816,1166,1092,1186)
row-value: 1560 xyxy=(1116,1523,1142,1535)
schedule-line: 23.30 Μουσική χορού xyxy=(206,578,311,590)
row-value: 66.12 xyxy=(921,1471,950,1483)
obituary-name: ΡΙΤΑΣ Β. ΓΕΩΡΓΟΥΛΗ xyxy=(483,342,661,362)
row-label: Κόσμος Ινσ. xyxy=(958,1373,1020,1385)
row-label: Εγκλίσε Ινβ xyxy=(958,1511,1019,1523)
auction-line: ΚΥΡΙΑΚΗ 10 ΑΠΡΙΛΙΟΥ ώρα 10.30 π.μ. xyxy=(98,1780,318,1795)
aiglon-headline: ΕΡΧΕΤΑΙ ΤΕΛΙΚΟΣ ΔΙΑ ΤΟ ΠΑΣΧΑ Η ΔΗΜΟΦΙΛΗΣ ΜΠΕΜΠΑ ΚΥΡΙΑΚΙΔΟΥ xyxy=(1167,261,1354,310)
funeral-text: θανόντα σήμερον την πρωΐαν κηδεύομεν σήμερον και ώραν 5 μ.μ. Η συγκέντρωσις θα λάβη χώραν εις τον Ιερόν Ναόν του Κοιμητηρίου Ένθα και θα ψαλή η νεκρώσιμος ακολουθία. Η τεθλιμμένη σύζυγος Μαρία Ι. Βελισαρίδη. Ο αδελφός: Σάββας και οικογένεια. Οι λοιποί συγγενείς. xyxy=(394,636,750,701)
theatre-pre: Μετά την θριαμβευτικήν επιτυχίαν του «Ο ΓΑΜΠΡΟΣ ΜΟΥ Ο ΔΙΚΗΓΟΡΟΣ» το αγαπημένο σας θεατρικό συγκρότημα xyxy=(1196,1752,1542,1774)
cinema-listing: ΠΑΝΤΙΟ — Τηλ. 30282 Άρχεται φέρμ xyxy=(206,178,359,202)
row-label: Αλεξάνδρεια Μίλλς xyxy=(958,1348,1059,1360)
funeral-text: Τήν λατρευτήν ημών σύζυγον, αδελφήν, θείαν και συγγενή xyxy=(394,450,710,463)
table-row xyxy=(958,1274,1142,1287)
table-row xyxy=(958,1286,1142,1299)
schedule-line: 12.30 Μουσικόν Πρόγραμμα xyxy=(30,424,169,436)
athens-corner-ad xyxy=(766,1492,950,1734)
notice-head: (ΕΙΔΟΠΟΙΗΣΙΣ αρ. 39) xyxy=(1422,736,1525,748)
funeral-name: ΕΛΠΙΝΙΚΗΝ ΣΑΒΒΑ ΚΑΘΙΣΤΙΔΗ xyxy=(459,467,685,485)
notice-item: 3.— Γάλα και Βούτυρον 19 Απριλίου 1960 xyxy=(1371,834,1576,846)
row-label: Εμπορική Εταιρεία xyxy=(1158,851,1255,863)
table-row xyxy=(958,1524,1142,1537)
corner-text: ΑΠΟ ΑΥΡΙΟΝ ΠΕΜΠΤΗ ΚΑΙ ΚΑΘΕ ΒΡΑΔΥ xyxy=(778,1547,938,1570)
day-text: τα, διότι ήν ο νούς παραμένει εύαισθητος. Γνωρίζοντας πρωτοτύπως καλύτερα οι συνδιαλεγόμενοι και να καταλήξουν εις συμφωνίαν. «Αν αι συνομιλίαι εις Κάιρον ολοκληρωθούν, θα επέλθη η ειρήνευσις εις την περιοχήν της Μέσης Ανατολής. xyxy=(958,99,1142,216)
row-value: 1300 xyxy=(1116,1436,1142,1448)
table-row xyxy=(766,1375,950,1388)
table-row xyxy=(766,1230,950,1243)
cinema-listings xyxy=(30,141,378,379)
funeral-title: ΚΗΔΕΙΑ xyxy=(529,426,615,452)
theatre-sunday: ΚΥΡΙΑΚΗ 10 ΑΠΡΙΛΙΟΥ Απογευματινή 6.30 μ.μ. xyxy=(1166,2004,1572,2023)
row-value: 1512 xyxy=(1116,1398,1142,1410)
row-value: 1545 xyxy=(1116,1348,1142,1360)
